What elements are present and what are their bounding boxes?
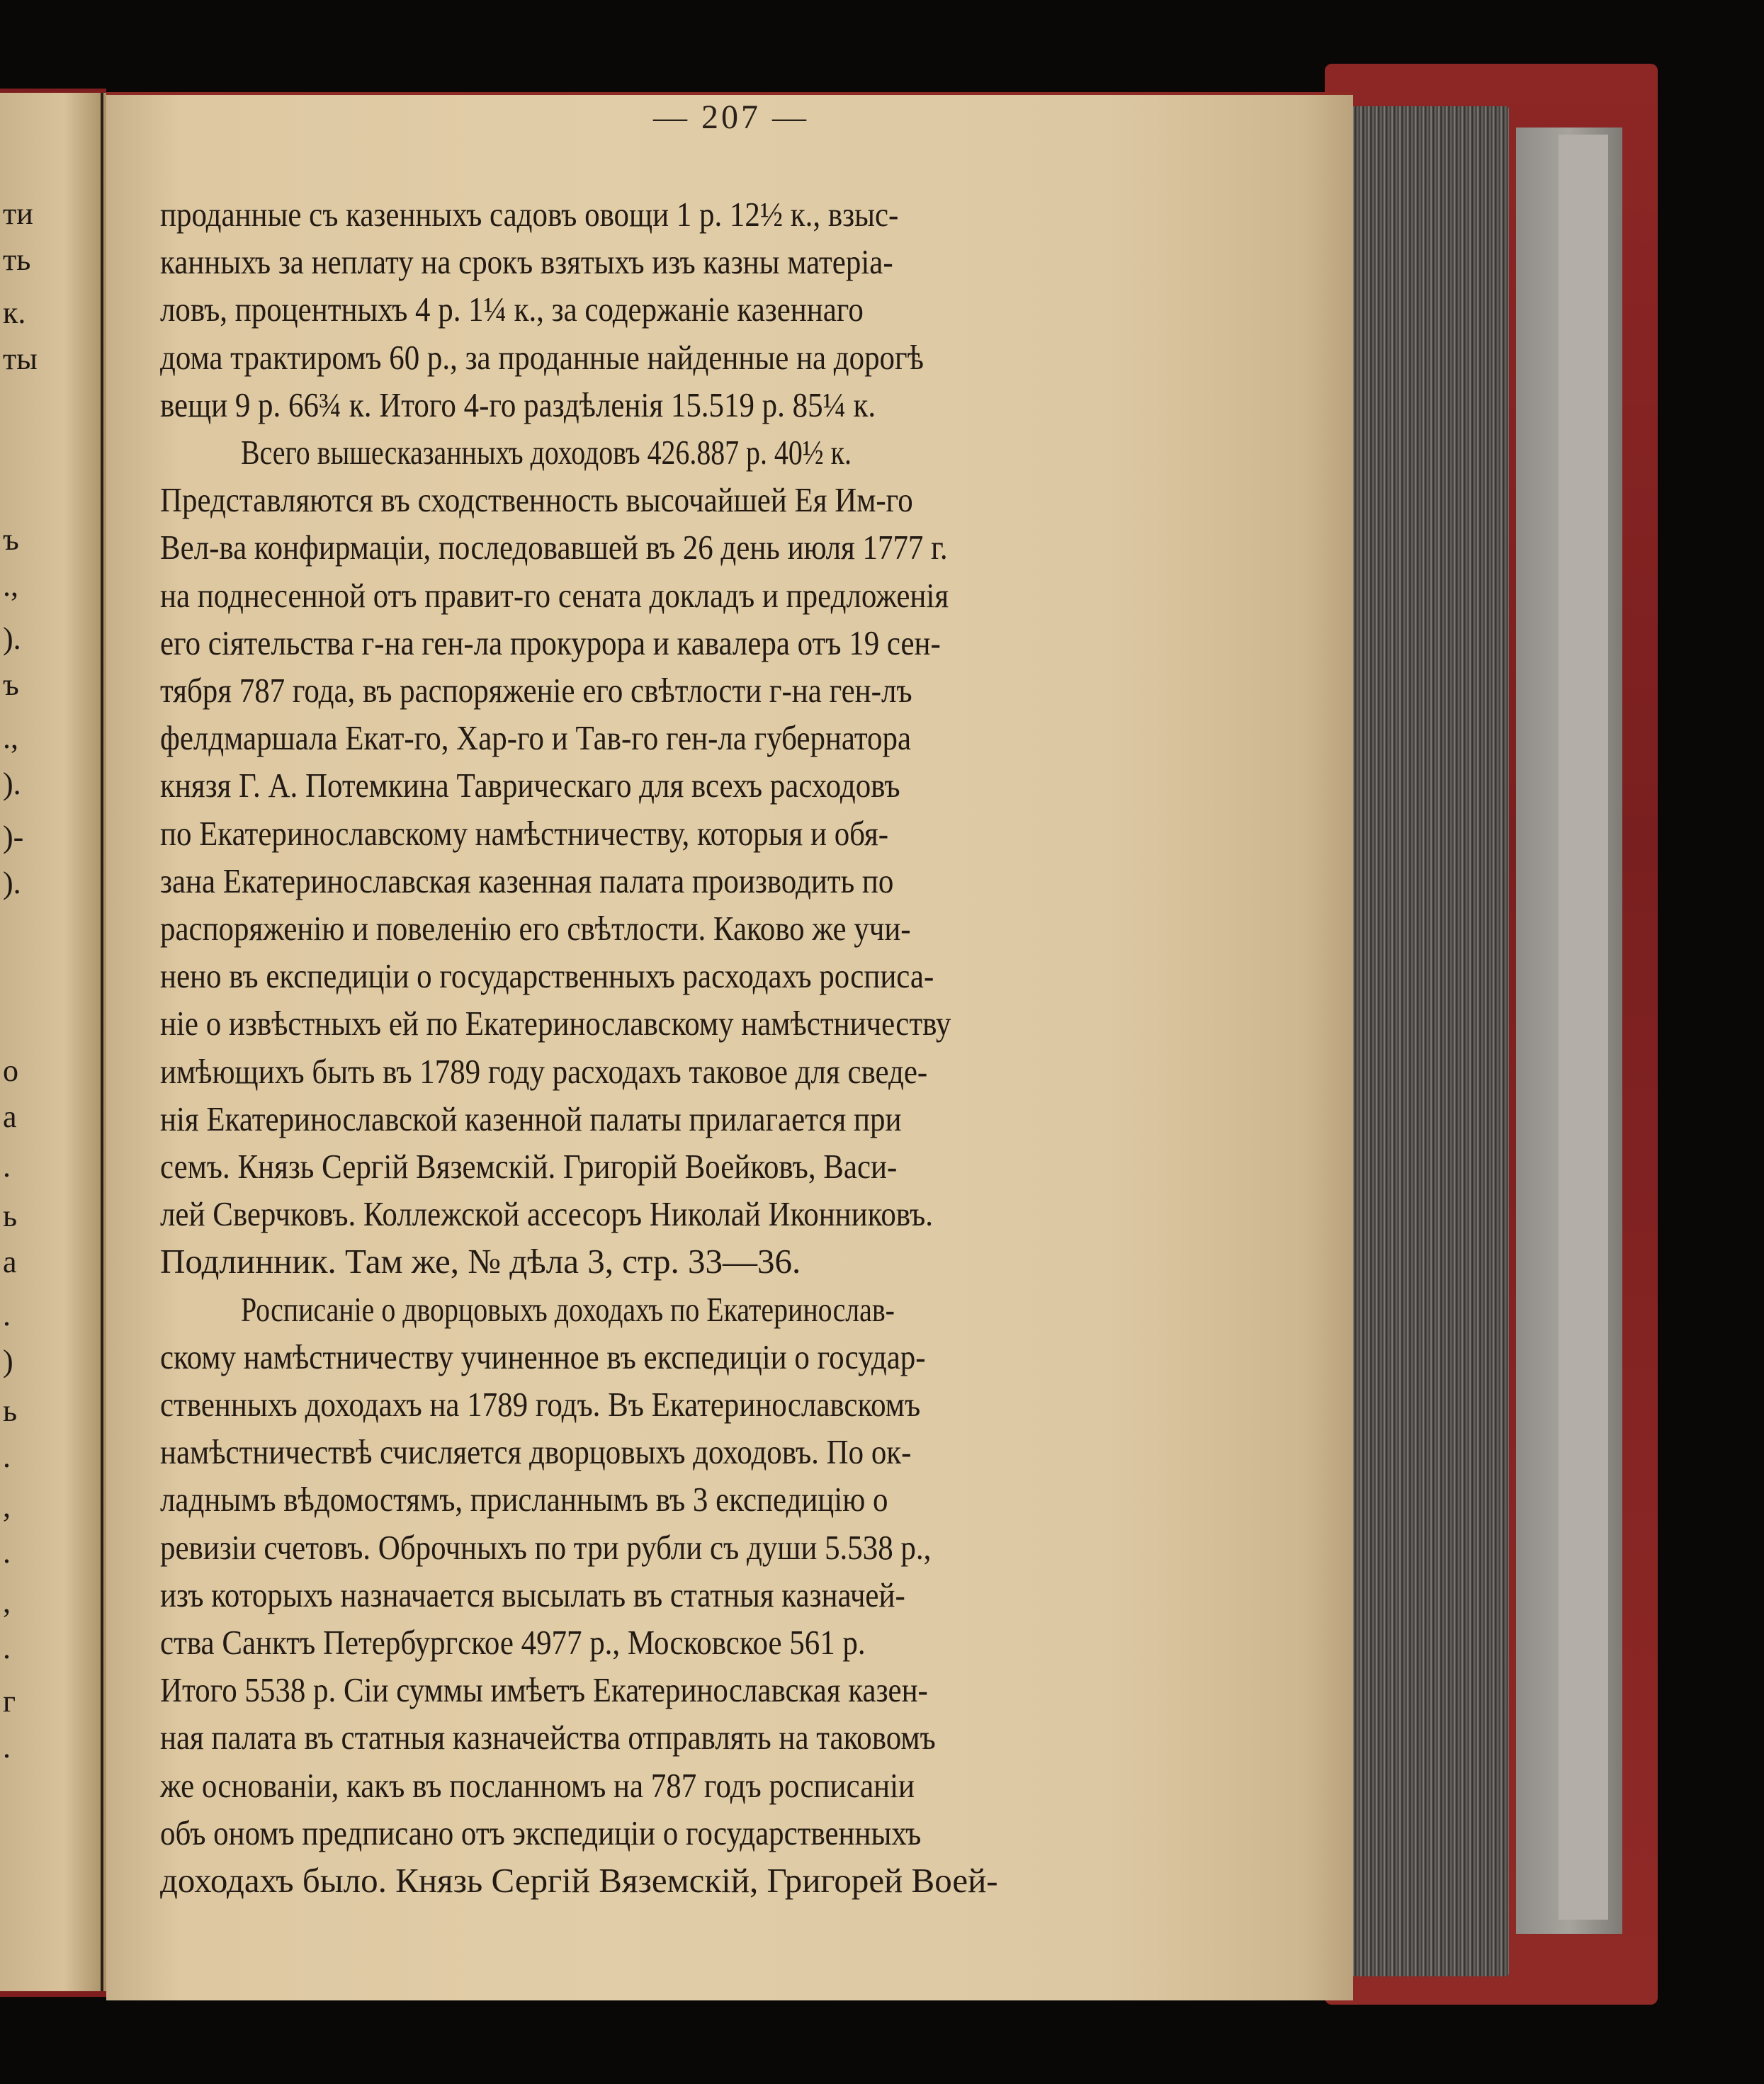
text-line: ладнымъ вѣдомостямъ, присланнымъ въ 3 експедицію о [160, 1480, 888, 1519]
left-page-fragment-text: ъ [3, 667, 19, 702]
left-page-fragment-text: ъ [3, 522, 19, 557]
text-line: Подлинник. Там же, № дѣла 3, стр. 33—36. [160, 1242, 801, 1281]
text-line: Итого 5538 р. Сіи суммы имѣетъ Екатеринославская казен- [160, 1670, 928, 1710]
text-line: князя Г. А. Потемкина Таврическаго для всехъ расходовъ [160, 766, 900, 805]
text-line: Всего вышесказанныхъ доходовъ 426.887 р. 40½ к. [241, 433, 852, 472]
text-line: зана Екатеринославская казенная палата производить по [160, 861, 894, 900]
text-line: ная палата въ статныя казначейства отправлять на таковомъ [160, 1718, 936, 1757]
left-page-fragment-text: ., [3, 720, 18, 755]
text-line: тября 787 года, въ распоряженіе его свѣтлости г-на ген-лъ [160, 671, 912, 710]
left-page-fragment-text: ). [3, 866, 21, 900]
left-page-fragment-text: ты [3, 341, 38, 376]
text-line: же основаніи, какъ въ посланномъ на 787 годъ росписаніи [160, 1765, 915, 1805]
left-page-fragment-text: . [3, 1298, 11, 1332]
text-line: ревизіи счетовъ. Оброчныхъ по три рубли съ души 5.538 р., [160, 1527, 932, 1567]
text-line: семъ. Князь Сергій Вяземскій. Григорій Воейковъ, Васи- [160, 1147, 898, 1186]
text-line: Представляются въ сходственность высочайшей Ея Им-го [160, 480, 913, 520]
left-page-fragment-text: . [3, 1535, 11, 1570]
text-line: проданные съ казенныхъ садовъ овощи 1 р. 12½ к., взыс- [160, 195, 899, 234]
text-line: Росписаніе о дворцовыхъ доходахъ по Екатеринослав- [241, 1289, 895, 1329]
text-line: нія Екатеринославской казенной палаты прилагается при [160, 1099, 902, 1138]
left-page-fragment-text: а [3, 1099, 17, 1134]
left-page-fragment-text: )- [3, 820, 24, 854]
left-page-fragment-text: ь [3, 1199, 18, 1233]
text-line: распоряженію и повеленію его свѣтлости. Каково же учи- [160, 909, 911, 948]
text-line: ственныхъ доходахъ на 1789 годъ. Въ Екатеринославскомъ [160, 1385, 921, 1424]
left-page-fragment-text: к. [3, 295, 26, 330]
left-page-fragment-text: . [3, 1439, 11, 1474]
text-line: скому намѣстничеству учиненное въ експедиціи о государ- [160, 1337, 926, 1376]
left-page-fragment-text: . [3, 1631, 11, 1665]
text-line: изъ которыхъ назначается высылать въ статныя казначей- [160, 1575, 905, 1614]
text-line: намѣстничествѣ счисляется дворцовыхъ доходовъ. По ок- [160, 1432, 912, 1472]
left-page-fragment-text: , [3, 1489, 11, 1524]
text-line: ніе о извѣстныхъ ей по Екатеринославскому намѣстничеству [160, 1004, 951, 1043]
text-line: объ ономъ предписано отъ экспедиціи о государственныхъ [160, 1813, 922, 1852]
left-page-fragment-text: ти [3, 196, 33, 231]
text-line: фелдмаршала Екат-го, Хар-го и Тав-го ген-ла губернатора [160, 718, 912, 758]
text-line: дома трактиромъ 60 р., за проданные найденные на дорогѣ [160, 337, 924, 377]
text-line: ловъ, процентныхъ 4 р. 1¼ к., за содержаніе казеннаго [160, 290, 864, 329]
left-page-fragment-text: ., [3, 568, 18, 603]
left-page-fragment-text: а [3, 1245, 17, 1279]
left-page-fragment-text: , [3, 1585, 11, 1619]
left-page-fragment-text: ). [3, 766, 21, 801]
page-gutter [101, 93, 103, 1991]
left-page-fragment-text: ). [3, 621, 21, 656]
text-line: нено въ експедиціи о государственныхъ расходахъ росписа- [160, 956, 934, 996]
text-line: его сіятельства г-на ген-ла прокурора и кавалера отъ 19 сен- [160, 623, 941, 662]
text-line: на поднесенной отъ правит-го сената докладъ и предложенія [160, 575, 949, 615]
text-line: вещи 9 р. 66¾ к. Итого 4-го раздѣленія 15.519 р. 85¼ к. [160, 385, 876, 424]
text-line: лей Сверчковъ. Коллежской ассесоръ Николай Иконниковъ. [160, 1194, 933, 1234]
left-page-fragment-text: г [3, 1684, 16, 1718]
text-line: имѣющихъ быть въ 1789 году расходахъ таковое для сведе- [160, 1051, 928, 1091]
page-number: — 207 — [653, 98, 809, 136]
text-line: по Екатеринославскому намѣстничеству, которыя и обя- [160, 813, 888, 853]
left-page-fragment-text: ) [3, 1344, 13, 1378]
left-page-fragment-text: ь [3, 1393, 18, 1428]
text-line: Вел-ва конфирмаціи, последовавшей въ 26 день июля 1777 г. [160, 528, 948, 567]
page-edges [1332, 106, 1509, 1976]
left-page-fragment-text: . [3, 1730, 11, 1765]
endpaper-inner [1559, 135, 1608, 1920]
left-page-fragment-text: о [3, 1053, 18, 1088]
left-page-fragment-text: . [3, 1149, 11, 1184]
text-line: канныхъ за неплату на срокъ взятыхъ изъ казны матеріа- [160, 242, 893, 282]
text-line: ства Санктъ Петербургское 4977 р., Московское 561 р. [160, 1623, 866, 1662]
left-page-fragment-text: ть [3, 242, 31, 277]
text-line: доходахъ было. Князь Сергій Вяземскій, Григорей Воей- [160, 1861, 998, 1900]
